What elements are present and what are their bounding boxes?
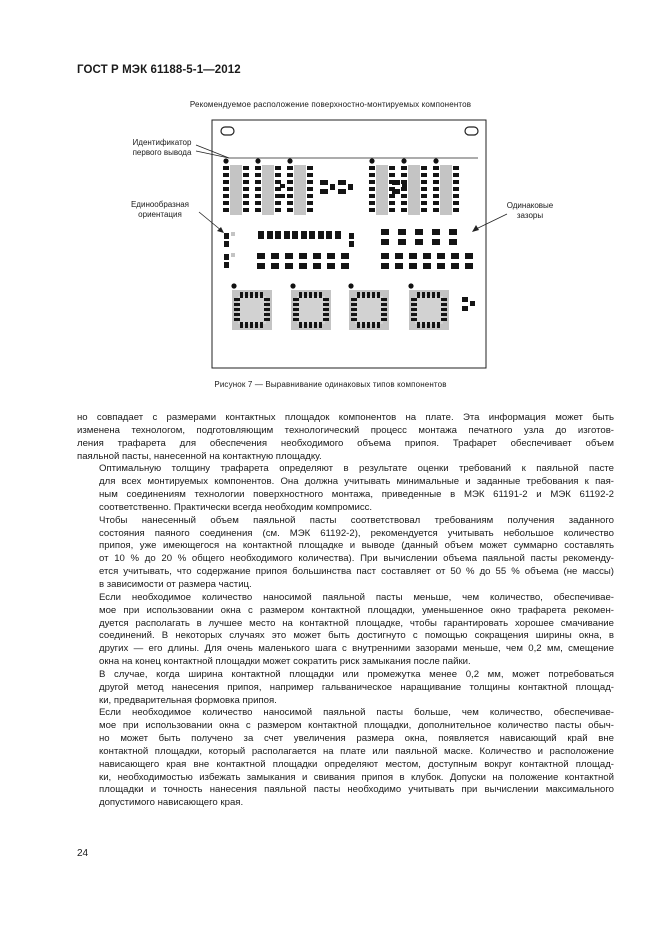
label-gaps-2: зазоры [516, 211, 544, 220]
text-line: но может быть получено за счет увеличения размера окна, появляется нависающий край вне [99, 733, 614, 745]
chip-body [231, 253, 235, 257]
soic-pad [369, 166, 375, 170]
qfp-pad [351, 313, 357, 316]
qfp-body [238, 296, 266, 324]
qfp-pad [293, 318, 299, 321]
paragraph-4 [77, 592, 614, 669]
qfp-pad [240, 322, 243, 328]
qfp-pad [441, 298, 447, 301]
soic-pad [421, 201, 427, 205]
sot-pad [330, 184, 335, 190]
soic-pad [307, 166, 313, 170]
qfp-pad [293, 308, 299, 311]
qfp-pad [255, 292, 258, 298]
first-pin-dot [401, 158, 406, 163]
text-line: другой метод нанесения припоя, например гальваническое наращивание толщины контактной площад- [99, 681, 614, 693]
soic-pad [275, 201, 281, 205]
soic-pad [223, 194, 229, 198]
qfp-pad [260, 292, 263, 298]
label-first-pin-1: Идентификатор [132, 138, 192, 147]
qfp-pad [245, 322, 248, 328]
chip-pad [432, 229, 440, 235]
soic-pad [243, 173, 249, 177]
soic-body [262, 165, 274, 215]
chip-pad [299, 253, 307, 259]
first-pin-dot [369, 158, 374, 163]
qfp-pad [351, 318, 357, 321]
chip-pad [258, 231, 264, 239]
qfp-pad [309, 292, 312, 298]
qfp-pad [293, 313, 299, 316]
soic-pad [223, 166, 229, 170]
text-line: мое при использовании окна с размером контактной площадки, дополнительное количество пасты обыч- [99, 720, 614, 732]
sot-pad [338, 189, 346, 194]
chip-pad [292, 231, 298, 239]
chip-pad [449, 229, 457, 235]
soic-pad [307, 187, 313, 191]
soic-pad [369, 194, 375, 198]
qfp-pad [260, 322, 263, 328]
qfp-pad [362, 292, 365, 298]
qfp-pad [411, 303, 417, 306]
first-pin-dot [287, 158, 292, 163]
label-first-pin-2: первого вывода [132, 148, 192, 157]
soic-pad [421, 194, 427, 198]
soic-pad [401, 194, 407, 198]
soic-pad [369, 180, 375, 184]
soic-pad [421, 180, 427, 184]
soic-pad [421, 173, 427, 177]
soic-pad [389, 194, 395, 198]
qfp-pad [372, 292, 375, 298]
qfp-pad [351, 308, 357, 311]
soic-pad [243, 201, 249, 205]
qfp-pad [323, 318, 329, 321]
chip-pad [423, 253, 431, 259]
soic-pad [287, 201, 293, 205]
qfp-pad [417, 292, 420, 298]
soic-pad [421, 187, 427, 191]
chip-pad [224, 262, 229, 268]
qfp-pad [234, 298, 240, 301]
soic-pad [389, 201, 395, 205]
sot-pad [320, 180, 328, 185]
soic-pad [255, 194, 261, 198]
chip-pad [462, 306, 468, 311]
chip-pad [257, 263, 265, 269]
soic-pad [401, 173, 407, 177]
soic-body [376, 165, 388, 215]
first-pin-dot [408, 283, 413, 288]
qfp-pad [299, 292, 302, 298]
soic-pad [243, 180, 249, 184]
chip-pad [271, 263, 279, 269]
label-uniform-2: ориентация [138, 210, 182, 219]
qfp-pad [323, 298, 329, 301]
soic-pad [243, 166, 249, 170]
chip-pad [437, 263, 445, 269]
qfp-pad [323, 303, 329, 306]
qfp-pad [264, 313, 270, 316]
qfp-pad [411, 313, 417, 316]
sot-pad [338, 180, 346, 185]
soic-pad [307, 180, 313, 184]
soic-pad [453, 180, 459, 184]
chip-pad [465, 263, 473, 269]
paragraph-3 [77, 515, 614, 592]
soic-pad [307, 173, 313, 177]
qfp-pad [377, 292, 380, 298]
soic-pad [453, 173, 459, 177]
qfp-pad [381, 308, 387, 311]
page-number: 24 [77, 848, 89, 859]
chip-pad [309, 231, 315, 239]
soic-pad [223, 187, 229, 191]
soic-pad [275, 180, 281, 184]
qfp-pad [250, 292, 253, 298]
sot-pad [320, 189, 328, 194]
chip-pad [381, 229, 389, 235]
text-line: ления трафарета для обеспечения необходимого объема припоя. Трафарет обеспечивает объем [77, 437, 614, 449]
soic-pad [433, 187, 439, 191]
soic-body [294, 165, 306, 215]
qfp-body [297, 296, 325, 324]
qfp-pad [234, 318, 240, 321]
text-line: для всех монтируемых компонентов. Она должна учитывать минимальные и заданные требования к пая- [99, 476, 614, 488]
qfp-pad [437, 322, 440, 328]
qfp-pad [432, 322, 435, 328]
qfp-pad [319, 292, 322, 298]
chip-pad [409, 253, 417, 259]
qfp-pad [381, 303, 387, 306]
soic-pad [369, 208, 375, 212]
soic-pad [275, 208, 281, 212]
soic-pad [287, 180, 293, 184]
qfp-pad [250, 322, 253, 328]
chip-pad [271, 253, 279, 259]
qfp-pad [234, 303, 240, 306]
qfp-pad [367, 322, 370, 328]
paragraph-1 [77, 412, 614, 463]
qfp-pad [264, 318, 270, 321]
chip-pad [381, 263, 389, 269]
soic-pad [453, 187, 459, 191]
soic-pad [223, 201, 229, 205]
paragraph-2 [77, 463, 614, 514]
chip-pad [313, 253, 321, 259]
soic-pad [421, 208, 427, 212]
chip-pad [465, 253, 473, 259]
soic-pad [255, 187, 261, 191]
qfp-pad [293, 303, 299, 306]
soic-pad [401, 208, 407, 212]
qfp-pad [255, 322, 258, 328]
chip-pad [381, 239, 389, 245]
soic-pad [369, 187, 375, 191]
soic-pad [453, 194, 459, 198]
qfp-pad [323, 308, 329, 311]
chip-pad [301, 231, 307, 239]
soic-pad [389, 166, 395, 170]
soic-body [408, 165, 420, 215]
sot-pad [392, 189, 400, 194]
soic-pad [275, 166, 281, 170]
body-text [77, 412, 614, 810]
chip-pad [462, 297, 468, 302]
soic-pad [433, 180, 439, 184]
chip-pad [449, 239, 457, 245]
text-line: но совпадает с размерами контактных площадок компонентов на плате. Эта информация может быть [77, 412, 614, 423]
chip-pad [398, 239, 406, 245]
chip-pad [349, 233, 354, 239]
paragraph-5 [77, 669, 614, 708]
qfp-pad [304, 322, 307, 328]
qfp-pad [367, 292, 370, 298]
qfp-pad [377, 322, 380, 328]
qfp-pad [357, 292, 360, 298]
text-line: нависающего края вне контактной площадки определяют местом, доступным вокруг контактной площад- [99, 758, 614, 770]
text-line: Если необходимое количество наносимой паяльной пасты больше, чем количество, обеспечивае- [99, 707, 614, 719]
qfp-pad [309, 322, 312, 328]
chip-pad [285, 263, 293, 269]
first-pin-dot [255, 158, 260, 163]
soic-pad [433, 201, 439, 205]
sot-pad [280, 184, 285, 188]
soic-pad [287, 194, 293, 198]
first-pin-dot [223, 158, 228, 163]
qfp-pad [432, 292, 435, 298]
soic-pad [255, 180, 261, 184]
qfp-pad [427, 292, 430, 298]
qfp-row [231, 283, 475, 330]
qfp-pad [264, 308, 270, 311]
sot-pad [348, 184, 353, 190]
qfp-pad [372, 322, 375, 328]
chip-pad [285, 253, 293, 259]
figure-title: Рекомендуемое расположение поверхностно-монтируемых компонентов [189, 100, 472, 109]
soic-pad [433, 173, 439, 177]
soic-pad [453, 201, 459, 205]
text-line: мое при использовании окна с размером контактной площадки, уменьшенное окно трафарета рекомен- [99, 604, 614, 616]
text-line: Чтобы нанесенный объем паяльной пасты соответствовал требованиям получения заданного [99, 514, 614, 526]
chip-pad [224, 254, 229, 260]
soic-pad [453, 208, 459, 212]
soic-pad [307, 201, 313, 205]
text-line: ным соединениям технологии поверхностного монтажа, приведенные в МЭК 61191-2 и МЭК 61192-2 [99, 489, 614, 501]
soic-pad [307, 194, 313, 198]
qfp-pad [441, 303, 447, 306]
sot-pad [402, 184, 407, 190]
text-line: других — его длины. Для очень маленького шага с внутренними зазорами меньше, чем 0,2 мм, смещение [99, 643, 614, 655]
sot-pad [392, 180, 400, 185]
qfp-pad [362, 322, 365, 328]
soic-body [230, 165, 242, 215]
qfp-pad [411, 308, 417, 311]
text-line: допустимого нависающего края. [99, 797, 244, 809]
soic-pad [255, 166, 261, 170]
chip-pad [327, 263, 335, 269]
qfp-pad [304, 292, 307, 298]
soic-pad [287, 208, 293, 212]
soic-pad [421, 166, 427, 170]
chip-pad [267, 231, 273, 239]
soic-pad [255, 208, 261, 212]
first-pin-dot [348, 283, 353, 288]
soic-pad [453, 166, 459, 170]
first-pin-dot [231, 283, 236, 288]
text-line: Если необходимое количество наносимой паяльной пасты меньше, чем количество, обеспечивае- [99, 591, 614, 603]
qfp-pad [351, 303, 357, 306]
chip-pad [318, 231, 324, 239]
figure-caption: Рисунок 7 — Выравнивание одинаковых типов компонентов [214, 380, 447, 389]
chip-pad [432, 239, 440, 245]
chip-pad [327, 253, 335, 259]
soic-pad [287, 173, 293, 177]
qfp-pad [441, 313, 447, 316]
qfp-pad [411, 318, 417, 321]
chip-body [231, 232, 235, 236]
soic-pad [243, 194, 249, 198]
qfp-pad [264, 303, 270, 306]
soic-pad [433, 166, 439, 170]
chip-pad [470, 301, 475, 306]
soic-pad [433, 208, 439, 212]
chip-pad [341, 263, 349, 269]
soic-pad [223, 208, 229, 212]
first-pin-dot [433, 158, 438, 163]
text-line: Оптимальную толщину трафарета определяют в результате оценки требований к паяльной пасте [99, 463, 614, 475]
soic-pad [243, 208, 249, 212]
chip-pad [299, 263, 307, 269]
qfp-pad [411, 298, 417, 301]
qfp-pad [422, 292, 425, 298]
text-line: состояния паяного соединения (см. МЭК 61192-2), рекомендуется учитывать небольшое количество [99, 527, 614, 539]
qfp-pad [381, 318, 387, 321]
qfp-pad [240, 292, 243, 298]
qfp-pad [441, 318, 447, 321]
soic-pad [401, 201, 407, 205]
soic-pad [287, 187, 293, 191]
text-line: окна на конец контактной площадки может сократить риск замыкания после пайки. [99, 656, 471, 668]
qfp-pad [422, 322, 425, 328]
soic-pad [255, 201, 261, 205]
chip-pad [395, 263, 403, 269]
chip-pad [275, 231, 281, 239]
soic-pad [243, 187, 249, 191]
soic-pad [287, 166, 293, 170]
soic-pad [433, 194, 439, 198]
chip-pad [349, 241, 354, 247]
qfp-pad [293, 298, 299, 301]
qfp-pad [351, 298, 357, 301]
text-line: дуется располагать в лучшее место на контактной площадке, чтобы гарантировать хорошее смачивание [99, 617, 614, 629]
soic-pad [401, 180, 407, 184]
qfp-pad [381, 313, 387, 316]
qfp-body [415, 296, 443, 324]
chip-pad [415, 229, 423, 235]
text-line: припоя, уже имеющегося на контактной площадке и выводе (данный объем может суммарно составлять [99, 540, 614, 552]
text-line: изменена технологом, подготовляющим технологический процесс монтажа печатного узла до изготов- [77, 424, 614, 436]
chip-pad [395, 253, 403, 259]
chip-pad [257, 253, 265, 259]
qfp-pad [323, 313, 329, 316]
qfp-pad [264, 298, 270, 301]
chip-pad [398, 229, 406, 235]
text-line: соединений. В некоторых случаях это может быть достигнуто с помощью сокращения ширины окна, в [99, 630, 614, 642]
qfp-pad [314, 322, 317, 328]
text-line: в зависимости от размера частиц. [99, 578, 252, 590]
soic-body [440, 165, 452, 215]
qfp-pad [427, 322, 430, 328]
chip-pad [341, 253, 349, 259]
text-line: ки, необходимостью избежать замыкания и свивания припоя в клубок. Допуски на положение контактной [99, 771, 614, 783]
paragraph-6 [77, 707, 614, 810]
label-gaps-1: Одинаковые [506, 201, 554, 210]
qfp-pad [441, 308, 447, 311]
qfp-pad [245, 292, 248, 298]
qfp-pad [417, 322, 420, 328]
text-line: ется учитывать, что содержание припоя большинства паст составляет от 50 % до 55 % объема (не массы) [99, 566, 614, 578]
label-uniform-1: Единообразная [130, 200, 190, 209]
first-pin-dot [290, 283, 295, 288]
qfp-pad [437, 292, 440, 298]
chip-pad [224, 233, 229, 239]
qfp-pad [319, 322, 322, 328]
text-line: контактной площадки, который располагается на плате или паяльной маске. Количество и расположение [99, 745, 614, 757]
text-line: паяльной пасты, нанесенной на контактную площадку. [77, 450, 322, 462]
soic-pad [401, 166, 407, 170]
qfp-pad [357, 322, 360, 328]
qfp-pad [234, 313, 240, 316]
text-line: площадки и точность нанесения паяльной пасты необходимо учитывать при вычислении максимального [99, 784, 614, 796]
chip-pad [381, 253, 389, 259]
chip-pad [451, 263, 459, 269]
chip-pad [335, 231, 341, 239]
sot-pad [280, 194, 285, 198]
chip-pad [224, 241, 229, 247]
qfp-pad [234, 308, 240, 311]
qfp-pad [381, 298, 387, 301]
qfp-pad [314, 292, 317, 298]
qfp-body [355, 296, 383, 324]
text-line: от 10 % до 20 % общего необходимого количества). При вычислении объема паяльной пасты рекоменду- [99, 553, 614, 565]
soic-pad [389, 173, 395, 177]
qfp-pad [299, 322, 302, 328]
soic-pad [369, 201, 375, 205]
pcb-figure [0, 0, 661, 380]
chip-pad [409, 263, 417, 269]
chip-pad [423, 263, 431, 269]
soic-pad [369, 173, 375, 177]
soic-pad [255, 173, 261, 177]
text-line: ки, предварительная формовка припоя. [99, 694, 277, 706]
soic-pad [275, 173, 281, 177]
chip-pad [415, 239, 423, 245]
chip-pad [437, 253, 445, 259]
document-header: ГОСТ Р МЭК 61188-5-1—2012 [77, 64, 241, 76]
chip-pad [284, 231, 290, 239]
soic-pad [389, 208, 395, 212]
soic-pad [223, 180, 229, 184]
chip-pad [313, 263, 321, 269]
text-line: В случае, когда ширина контактной площадки или промежутка менее 0,2 мм, может потребоваться [99, 668, 614, 680]
soic-pad [307, 208, 313, 212]
soic-pad [223, 173, 229, 177]
text-line: соответственно. Практически всегда необходим компромисс. [99, 501, 373, 513]
chip-pad [451, 253, 459, 259]
chip-pad [326, 231, 332, 239]
